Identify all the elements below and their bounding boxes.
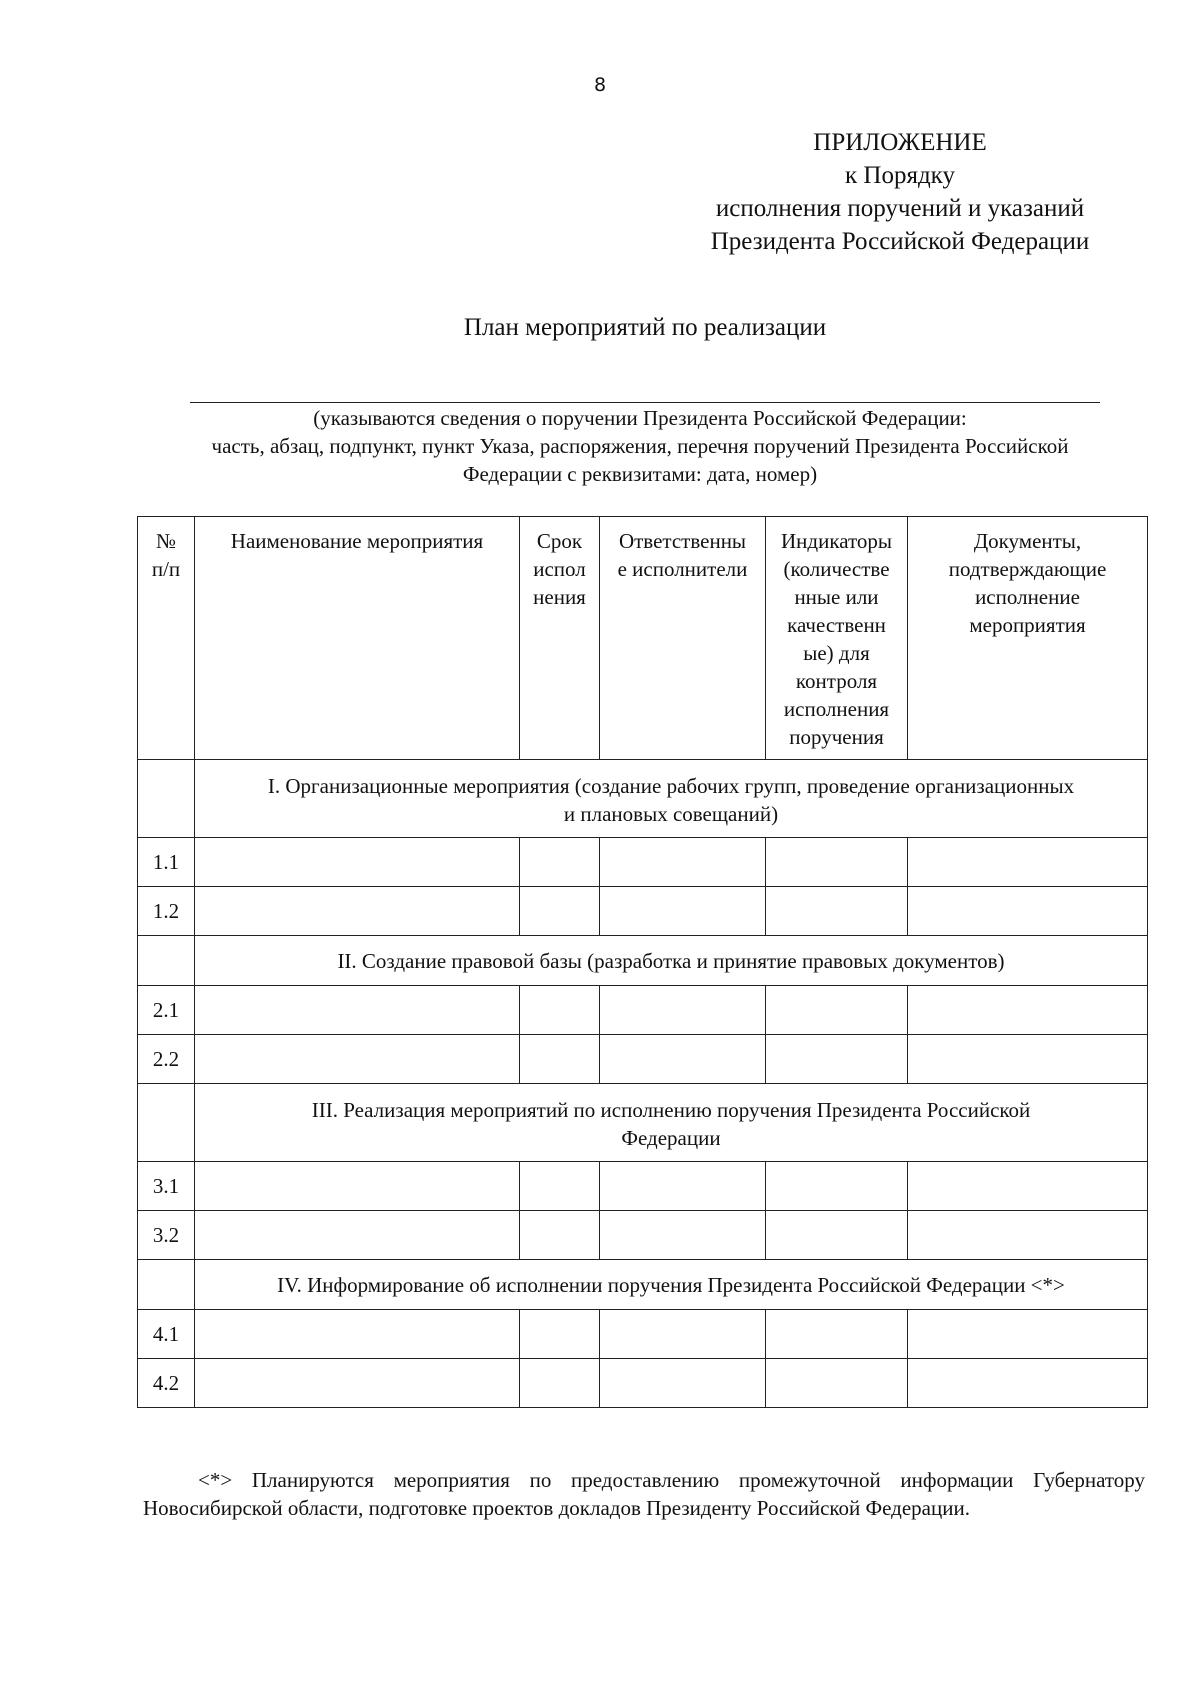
header-text-line: ые) для	[803, 641, 870, 665]
page-number: 8	[593, 74, 607, 96]
header-num	[138, 517, 195, 760]
row-number: 4.2	[138, 1359, 195, 1408]
row-documents-cell[interactable]	[908, 1035, 1148, 1084]
section-title-line: и плановых совещаний)	[563, 802, 779, 826]
row-name-cell[interactable]	[195, 838, 520, 887]
row-deadline-cell[interactable]	[520, 1162, 600, 1211]
header-text-line: испол	[533, 557, 586, 581]
row-indicators-cell[interactable]	[766, 1310, 908, 1359]
row-executors-cell[interactable]	[600, 986, 766, 1035]
header-text-line: Индикаторы	[781, 529, 892, 553]
header-deadline	[520, 517, 600, 760]
row-executors-cell[interactable]	[600, 1310, 766, 1359]
order-note-line: (указываются сведения о поручении Президента Российской Федерации:	[313, 406, 967, 430]
header-text-line: качественн	[787, 613, 886, 637]
header-text-line: Наименование мероприятия	[230, 529, 484, 553]
row-documents-cell[interactable]	[908, 986, 1148, 1035]
header-documents	[908, 517, 1148, 760]
section-row	[138, 1260, 1148, 1310]
appendix-header	[660, 126, 1140, 258]
row-indicators-cell[interactable]	[766, 1162, 908, 1211]
row-executors-cell[interactable]	[600, 1035, 766, 1084]
order-note-line: часть, абзац, подпункт, пункт Указа, распоряжения, перечня поручений Президента Российской	[211, 434, 1069, 458]
row-number: 3.2	[138, 1211, 195, 1260]
section-num-cell	[138, 1084, 195, 1162]
header-text-line: Ответственны	[618, 529, 747, 553]
section-title-line: IV. Информирование об исполнении поручения Президента Российской Федерации <*>	[277, 1273, 1065, 1297]
header-text-line: е исполнители	[617, 557, 748, 581]
row-indicators-cell[interactable]	[766, 986, 908, 1035]
row-deadline-cell[interactable]	[520, 1310, 600, 1359]
section-title-line: I. Организационные мероприятия (создание рабочих групп, проведение организационных	[267, 774, 1075, 798]
row-deadline-cell[interactable]	[520, 1211, 600, 1260]
row-deadline-cell[interactable]	[520, 887, 600, 936]
row-indicators-cell[interactable]	[766, 1211, 908, 1260]
row-deadline-cell[interactable]	[520, 986, 600, 1035]
row-documents-cell[interactable]	[908, 1211, 1148, 1260]
table-row	[138, 838, 1148, 887]
table-row	[138, 887, 1148, 936]
section-num-cell	[138, 1260, 195, 1310]
section-title-line: II. Создание правовой базы (разработка и принятие правовых документов)	[337, 949, 1005, 973]
row-executors-cell[interactable]	[600, 887, 766, 936]
row-executors-cell[interactable]	[600, 838, 766, 887]
order-note	[130, 404, 1150, 488]
section-title	[195, 936, 1148, 986]
table-row	[138, 1162, 1148, 1211]
row-documents-cell[interactable]	[908, 1310, 1148, 1359]
row-number: 2.1	[138, 986, 195, 1035]
section-title-line: Федерации	[621, 1126, 721, 1150]
fill-in-line	[190, 402, 1100, 403]
row-deadline-cell[interactable]	[520, 1035, 600, 1084]
row-documents-cell[interactable]	[908, 887, 1148, 936]
section-title	[195, 1260, 1148, 1310]
header-text-line: исполнение	[975, 585, 1080, 609]
appendix-line: исполнения поручений и указаний	[715, 195, 1085, 222]
header-text-line: п/п	[151, 557, 181, 581]
section-row	[138, 1084, 1148, 1162]
table-row	[138, 986, 1148, 1035]
row-name-cell[interactable]	[195, 1310, 520, 1359]
row-number: 4.1	[138, 1310, 195, 1359]
header-text-line: поручения	[789, 725, 884, 749]
section-num-cell	[138, 936, 195, 986]
row-documents-cell[interactable]	[908, 838, 1148, 887]
row-number: 2.2	[138, 1035, 195, 1084]
plan-table-body	[138, 760, 1148, 1408]
header-text-line: №	[155, 529, 177, 553]
header-indicators	[766, 517, 908, 760]
table-row	[138, 1359, 1148, 1408]
row-documents-cell[interactable]	[908, 1359, 1148, 1408]
row-executors-cell[interactable]	[600, 1211, 766, 1260]
section-row	[138, 936, 1148, 986]
row-indicators-cell[interactable]	[766, 1035, 908, 1084]
table-row	[138, 1310, 1148, 1359]
row-indicators-cell[interactable]	[766, 1359, 908, 1408]
row-deadline-cell[interactable]	[520, 838, 600, 887]
row-executors-cell[interactable]	[600, 1359, 766, 1408]
section-num-cell	[138, 760, 195, 838]
row-indicators-cell[interactable]	[766, 838, 908, 887]
row-number: 1.2	[138, 887, 195, 936]
table-row	[138, 1211, 1148, 1260]
plan-table	[137, 516, 1148, 1408]
header-text-line: нения	[533, 585, 586, 609]
appendix-title: ПРИЛОЖЕНИЕ	[813, 129, 987, 156]
row-name-cell[interactable]	[195, 1162, 520, 1211]
row-name-cell[interactable]	[195, 1359, 520, 1408]
appendix-line: Президента Российской Федерации	[710, 228, 1090, 255]
section-title	[195, 1084, 1148, 1162]
header-name	[195, 517, 520, 760]
row-indicators-cell[interactable]	[766, 887, 908, 936]
row-documents-cell[interactable]	[908, 1162, 1148, 1211]
header-executors	[600, 517, 766, 760]
footnote: <*> Планируются мероприятия по предоставлению промежуточной информации Губернатору Новосибирской области, подготовке проектов докладов Президенту Российской Федерации.	[143, 1468, 1145, 1520]
header-text-line: контроля	[795, 669, 878, 693]
row-number: 3.1	[138, 1162, 195, 1211]
header-text-line: нные или	[794, 585, 879, 609]
header-text-line: Документы,	[973, 529, 1082, 553]
row-name-cell[interactable]	[195, 986, 520, 1035]
table-row	[138, 1035, 1148, 1084]
row-executors-cell[interactable]	[600, 1162, 766, 1211]
row-name-cell[interactable]	[195, 1211, 520, 1260]
header-text-line: исполнения	[783, 697, 890, 721]
header-text-line: Срок	[536, 529, 583, 553]
section-title	[195, 760, 1148, 838]
section-title-line: III. Реализация мероприятий по исполнению поручения Президента Российской	[311, 1098, 1031, 1122]
table-header-row	[138, 517, 1148, 760]
section-row	[138, 760, 1148, 838]
plan-title: План мероприятий по реализации	[463, 314, 827, 341]
order-note-line: Федерации с реквизитами: дата, номер)	[462, 462, 818, 486]
row-deadline-cell[interactable]	[520, 1359, 600, 1408]
header-text-line: подтверждающие	[948, 557, 1107, 581]
row-number: 1.1	[138, 838, 195, 887]
header-text-line: мероприятия	[969, 613, 1086, 637]
appendix-line: к Порядку	[845, 162, 955, 189]
row-name-cell[interactable]	[195, 1035, 520, 1084]
row-name-cell[interactable]	[195, 887, 520, 936]
header-text-line: (количестве	[783, 557, 890, 581]
